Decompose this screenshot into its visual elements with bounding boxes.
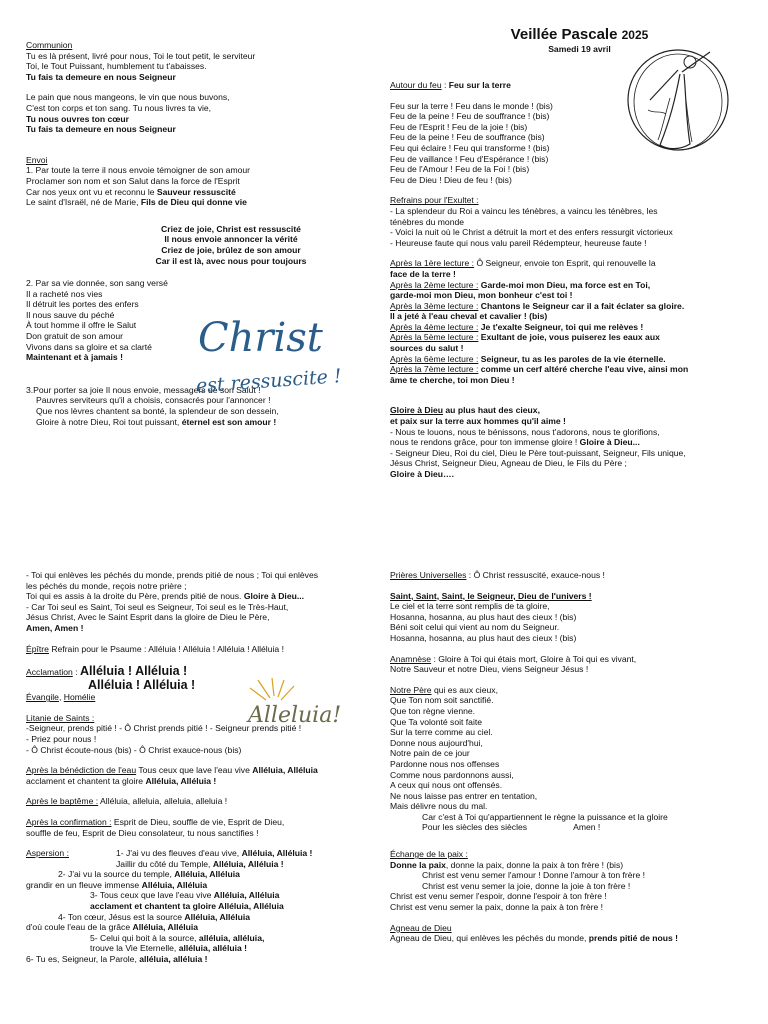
lecture-refrain-line (390, 269, 750, 280)
gloire-line: Jésus Christ, Seigneur Dieu, Agneau de Dieu, le Fils du Père ; (390, 458, 627, 469)
lecture-label: Après la 5ème lecture : (390, 332, 479, 343)
feu-line: Feu de la peine ! Feu de souffrance ! (bis) (390, 111, 550, 122)
page-date: Samedi 19 avril (548, 44, 611, 54)
exultet-line: - Voici la nuit où le Christ a détruit la mort et des enfers ressurgit victorieux (390, 227, 673, 238)
notre-pere-doxology: Car c'est à Toi qu'appartiennent le règne la puissance et la gloire (422, 811, 668, 822)
gloire-cont-line: Jésus Christ, Avec le Saint Esprit dans la gloire de Dieu le Père, (26, 612, 270, 623)
lecture-text: Ô Seigneur, envoie ton Esprit, qui renouvelle la (474, 258, 656, 269)
lecture-text: Exultant de joie, vous puiserez les eaux aux (478, 332, 660, 343)
aspersion-line: acclament et chantent ta gloire Alléluia, Alléluia (90, 901, 284, 912)
acclamation-line: Acclamation : Alléluia ! Alléluia ! (26, 664, 188, 679)
anamnese-line: Anamnèse : Gloire à Toi qui étais mort, Gloire à Toi qui es vivant, (390, 653, 637, 664)
paix-heading: Échange de la paix : (390, 849, 468, 860)
gloire-line: nous te rendons grâce, pour ton immense gloire ! Gloire à Dieu... (390, 437, 640, 448)
feu-line: Feu de l'Amour ! Feu de la Foi ! (bis) (390, 164, 530, 175)
agneau-line: Agneau de Dieu, qui enlèves les péchés du monde, prends pitié de nous ! (390, 933, 679, 944)
lecture-text: comme un cerf altéré cherche l'eau vive, ainsi mon (478, 364, 689, 375)
feu-heading: Autour du feu : Feu sur la terre (390, 80, 511, 90)
communion-line: Toi, le Tout Puissant, humblement tu t'abaisses. (26, 61, 207, 72)
amen-line: Amen, Amen ! (26, 622, 84, 633)
verse2-line: À tout homme il offre le Salut (26, 320, 137, 331)
feu-line: Feu de l'Esprit ! Feu de la joie ! (bis) (390, 121, 528, 132)
lecture-text: Je t'exalte Seigneur, toi qui me relèves ! (478, 321, 644, 332)
verse2-last: Maintenant et à jamais ! (26, 352, 123, 363)
notre-pere-line: Donne nous aujourd'hui, (390, 737, 483, 748)
exultet-line: - Heureuse faute qui nous valu pareil Rédempteur, heureuse faute ! (390, 237, 647, 248)
communion-heading: Communion (26, 40, 73, 50)
aspersion-line: 4- Ton cœur, Jésus est la source Alléluia, Alléluia (58, 911, 251, 922)
lecture-refrain-line (390, 375, 750, 386)
lecture-refrain-line (390, 301, 750, 312)
notre-pere-line: Que Ton nom soit sanctifié. (390, 695, 494, 706)
saint-line: Béni soit celui qui vient au nom du Seigneur. (390, 622, 560, 633)
litanie-line: -Seigneur, prends pitié ! - Ô Christ prends pitié ! - Seigneur prends pitié ! (26, 723, 302, 734)
lecture-refrain-line (390, 332, 750, 343)
gloire-line: - Nous te louons, nous te bénissons, nous t'adorons, nous te glorifions, (390, 426, 660, 437)
lecture-refrain-line (390, 354, 750, 365)
communion-refrain: Tu fais ta demeure en nous Seigneur (26, 71, 176, 82)
litanie-line: - Priez pour nous ! (26, 733, 97, 744)
feu-line: Feu qui éclaire ! Feu qui transforme ! (bis) (390, 142, 550, 153)
paix-line: Christ est venu semer la paix, donne la paix à ton frère ! (390, 902, 604, 913)
envoi-heading: Envoi (26, 154, 48, 165)
notre-pere-heading: Notre Père qui es aux cieux, (390, 684, 498, 695)
notre-pere-line: Pardonne nous nos offenses (390, 758, 500, 769)
lecture-refrain-line (390, 311, 750, 322)
communion-refrain: Tu nous ouvres ton cœur (26, 113, 129, 124)
lecture-label: Après la 2ème lecture : (390, 279, 479, 290)
lecture-text: Chantons le Seigneur car il a fait éclater sa gloire. (478, 300, 685, 311)
feu-line: Feu de Dieu ! Dieu de feu ! (bis) (390, 174, 512, 185)
envoi-line: 1. Par toute la terre il nous envoie témoigner de son amour (26, 165, 251, 176)
lecture-text: garde-moi mon Dieu, mon bonheur c'est toi ! (390, 290, 573, 301)
aspersion-lines (26, 848, 376, 965)
communion-refrain: Tu fais ta demeure en nous Seigneur (26, 124, 176, 135)
lecture-text: Il a jeté à l'eau cheval et cavalier ! (bis) (390, 311, 548, 322)
exultet-line: - La splendeur du Roi a vaincu les ténèbres, a vaincu les ténèbres, les (390, 205, 658, 216)
verse3-line: Que nos lèvres chantent sa bonté, la splendeur de son dessein, (36, 406, 279, 417)
lecture-label: Après la 4ème lecture : (390, 321, 479, 332)
gloire-cont-line: les péchés du monde, reçois notre prière ; (26, 580, 187, 591)
notre-pere-line: Que ton règne vienne. (390, 705, 476, 716)
lecture-refrain-line (390, 258, 750, 269)
lecture-refrain-line (390, 322, 750, 333)
feu-line: Feu de la peine ! Feu de souffrance (bis) (390, 132, 545, 143)
lectures-list (390, 258, 750, 385)
epitre-line: Épître Refrain pour le Psaume : Alléluia ! Alléluia ! Alléluia ! Alléluia ! (26, 643, 284, 654)
lecture-text: âme te cherche, toi mon Dieu ! (390, 374, 515, 385)
saint-heading: Saint, Saint, Saint, le Seigneur, Dieu de l'univers ! (390, 590, 592, 601)
gloire-cont-line: - Car Toi seul es Saint, Toi seul es Seigneur, Toi seul es le Très-Haut, (26, 601, 289, 612)
notre-pere-line: Notre pain de ce jour (390, 748, 470, 759)
gloire-cont-line: Toi qui es assis à la droite du Père, prends pitié de nous. Gloire à Dieu... (26, 591, 305, 602)
lecture-text: Seigneur, tu as les paroles de la vie éternelle. (478, 353, 666, 364)
christ-ressuscite-calligraphy (192, 303, 352, 403)
lecture-label: Après la 3ème lecture : (390, 300, 479, 311)
aspersion-line: 6- Tu es, Seigneur, la Parole, alléluia, alléluia ! (26, 954, 208, 965)
aspersion-line: 1- J'ai vu des fleuves d'eau vive, Alléluia, Alléluia ! (116, 848, 313, 859)
notre-pere-line: Mais délivre nous du mal. (390, 801, 488, 812)
saint-line: Hosanna, hosanna, au plus haut des cieux ! (bis) (390, 611, 577, 622)
lecture-text: face de la terre ! (390, 268, 456, 279)
gloire-cont-line: - Toi qui enlèves les péchés du monde, prends pitié de nous ; Toi qui enlèves (26, 570, 319, 580)
prieres-line: Prières Universelles : Ô Christ ressuscité, exauce-nous ! (390, 570, 605, 580)
aspersion-line: grandir en un fleuve immense Alléluia, Alléluia (26, 879, 208, 890)
verse2-line: Il a racheté nos vies (26, 288, 103, 299)
verse2-line: 2. Par sa vie donnée, son sang versé (26, 278, 168, 289)
gloire-heading: Gloire à Dieu au plus haut des cieux, (390, 405, 540, 416)
notre-pere-line: Ne nous laisse pas entrer en tentation, (390, 790, 538, 801)
lecture-refrain-line (390, 280, 750, 291)
exultet-heading: Refrains pour l'Exultet : (390, 195, 479, 206)
verse3-line: 3.Pour porter sa joie Il nous envoie, messagers de son Salut ! (26, 384, 261, 395)
bapteme-line: Après le baptême : Alléluia, alleluia, alleluia, alleluia ! (26, 796, 228, 807)
aspersion-heading: Aspersion : (26, 848, 69, 859)
confirmation-line: Après la confirmation : Esprit de Dieu, souffle de vie, Esprit de Dieu, (26, 816, 285, 827)
feu-line: Feu sur la terre ! Feu dans le monde ! (bis) (390, 100, 553, 111)
aspersion-block (26, 848, 376, 965)
lecture-label: Après la 6ème lecture : (390, 353, 479, 364)
acclamation-line: Alléluia ! Alléluia ! (88, 678, 196, 693)
verse2-line: Il détruit les portes des enfers (26, 299, 139, 310)
aspersion-line: 5- Celui qui boit à la source, alléluia, alléluia, (90, 932, 265, 943)
evangile-line: Évangile, Homélie (26, 692, 96, 703)
verse2-line: Vivons dans sa gloire et sa clarté (26, 341, 152, 352)
communion-line: Tu es là présent, livré pour nous, Toi le tout petit, le serviteur (26, 50, 256, 61)
confirmation-line: souffle de feu, Esprit de Dieu consolateur, tu nous sanctifies ! (26, 827, 259, 838)
lecture-label: Après la 1ère lecture : (390, 258, 475, 269)
litanie-heading: Litanie de Saints : (26, 712, 95, 723)
gloire-line: - Seigneur Dieu, Roi du ciel, Dieu le Père tout-puissant, Seigneur, Fils unique, (390, 447, 686, 458)
notre-pere-line: A ceux qui nous ont offensés. (390, 780, 503, 791)
gloire-line: et paix sur la terre aux hommes qu'il aime ! (390, 416, 566, 427)
ressuscite-art-text: est ressuscite ! (195, 365, 343, 398)
paix-line: Christ est venu semer l'espoir, donne l'espoir à ton frère ! (390, 891, 607, 902)
aspersion-line: 2- J'ai vu la source du temple, Alléluia, Alléluia (58, 869, 240, 880)
anamnese-line: Notre Sauveur et notre Dieu, viens Seigneur Jésus ! (390, 664, 589, 675)
verse3-line: Pauvres serviteurs qu'il a choisis, consacrés pour l'annoncer ! (36, 395, 271, 406)
gloire-last: Gloire à Dieu…. (390, 469, 454, 479)
envoi-line: Car nos yeux ont vu et reconnu le Sauveur ressuscité (26, 186, 236, 197)
paix-line: Donne la paix, donne la paix, donne la paix à ton frère ! (bis) (390, 859, 624, 870)
paix-line: Christ est venu semer l'amour ! Donne l'amour à ton frère ! (422, 870, 645, 881)
aspersion-line: d'où coule l'eau de la grâce Alléluia, Alléluia (26, 922, 199, 933)
saint-line: Le ciel et la terre sont remplis de ta gloire, (390, 601, 550, 612)
aspersion-line: 3- Tous ceux que lave l'eau vive Alléluia, Alléluia (90, 890, 280, 901)
exultet-line: ténèbres du monde (390, 216, 465, 227)
notre-pere-doxology: Pour les siècles des siècles Amen ! (422, 822, 601, 833)
christ-art-text: Christ (198, 315, 323, 361)
benediction-line: acclament et chantent ta gloire Alléluia, Alléluia ! (26, 775, 217, 786)
verse2-line: Don gratuit de son amour (26, 331, 123, 342)
feu-line: Feu de vaillance ! Feu d'Espérance ! (bis) (390, 153, 549, 164)
lecture-text: Garde-moi mon Dieu, ma force est en Toi, (478, 279, 651, 290)
aspersion-line: trouve la Vie Eternelle, alléluia, alléluia ! (90, 943, 248, 954)
envoi-refrain: Criez de joie, Christ est ressuscité Il nous envoie annoncer la vérité Criez de joie, brûlez de son amour Car il est là, avec nous pour toujours (155, 223, 307, 266)
litanie-line: - Ô Christ écoute-nous (bis) - Ô Christ exauce-nous (bis) (26, 744, 242, 755)
agneau-heading: Agneau de Dieu (390, 922, 452, 933)
lecture-refrain-line (390, 364, 750, 375)
page-title: Veillée Pascale 2025 (510, 26, 649, 43)
communion-line: C'est ton corps et ton sang. Tu nous livres ta vie, (26, 102, 212, 113)
lecture-refrain-line (390, 343, 750, 354)
verse3-line: Gloire à notre Dieu, Roi tout puissant, éternel est son amour ! (36, 416, 277, 427)
notre-pere-line: Sur la terre comme au ciel. (390, 727, 493, 738)
lecture-label: Après la 7ème lecture : (390, 364, 479, 375)
alleluia-art-text: Alleluia! (248, 703, 342, 728)
aspersion-line: Jaillir du côté du Temple, Alléluia, Alléluia ! (116, 858, 284, 869)
lecture-refrain-line (390, 290, 750, 301)
right-top-section (390, 80, 750, 480)
communion-line: Le pain que nous mangeons, le vin que nous buvons, (26, 92, 230, 103)
right-bottom-section (390, 570, 750, 944)
alleluia-calligraphy (240, 676, 360, 738)
left-bottom-section (26, 570, 376, 965)
notre-pere-line: Que Ta volonté soit faite (390, 716, 483, 727)
envoi-line: Le saint d'Israël, né de Marie, Fils de Dieu qui donne vie (26, 197, 247, 208)
saint-line: Hosanna, hosanna, au plus haut des cieux ! (bis) (390, 632, 577, 643)
verse2-line: Il nous sauve du péché (26, 309, 115, 320)
lecture-text: sources du salut ! (390, 343, 464, 354)
benediction-line: Après la bénédiction de l'eau Tous ceux que lave l'eau vive Alléluia, Alléluia (26, 765, 318, 776)
envoi-line: Proclamer son nom et son Salut dans la force de l'Esprit (26, 175, 240, 186)
paix-line: Christ est venu semer la joie, donne la joie à ton frère ! (422, 880, 631, 891)
notre-pere-line: Comme nous pardonnons aussi, (390, 769, 514, 780)
